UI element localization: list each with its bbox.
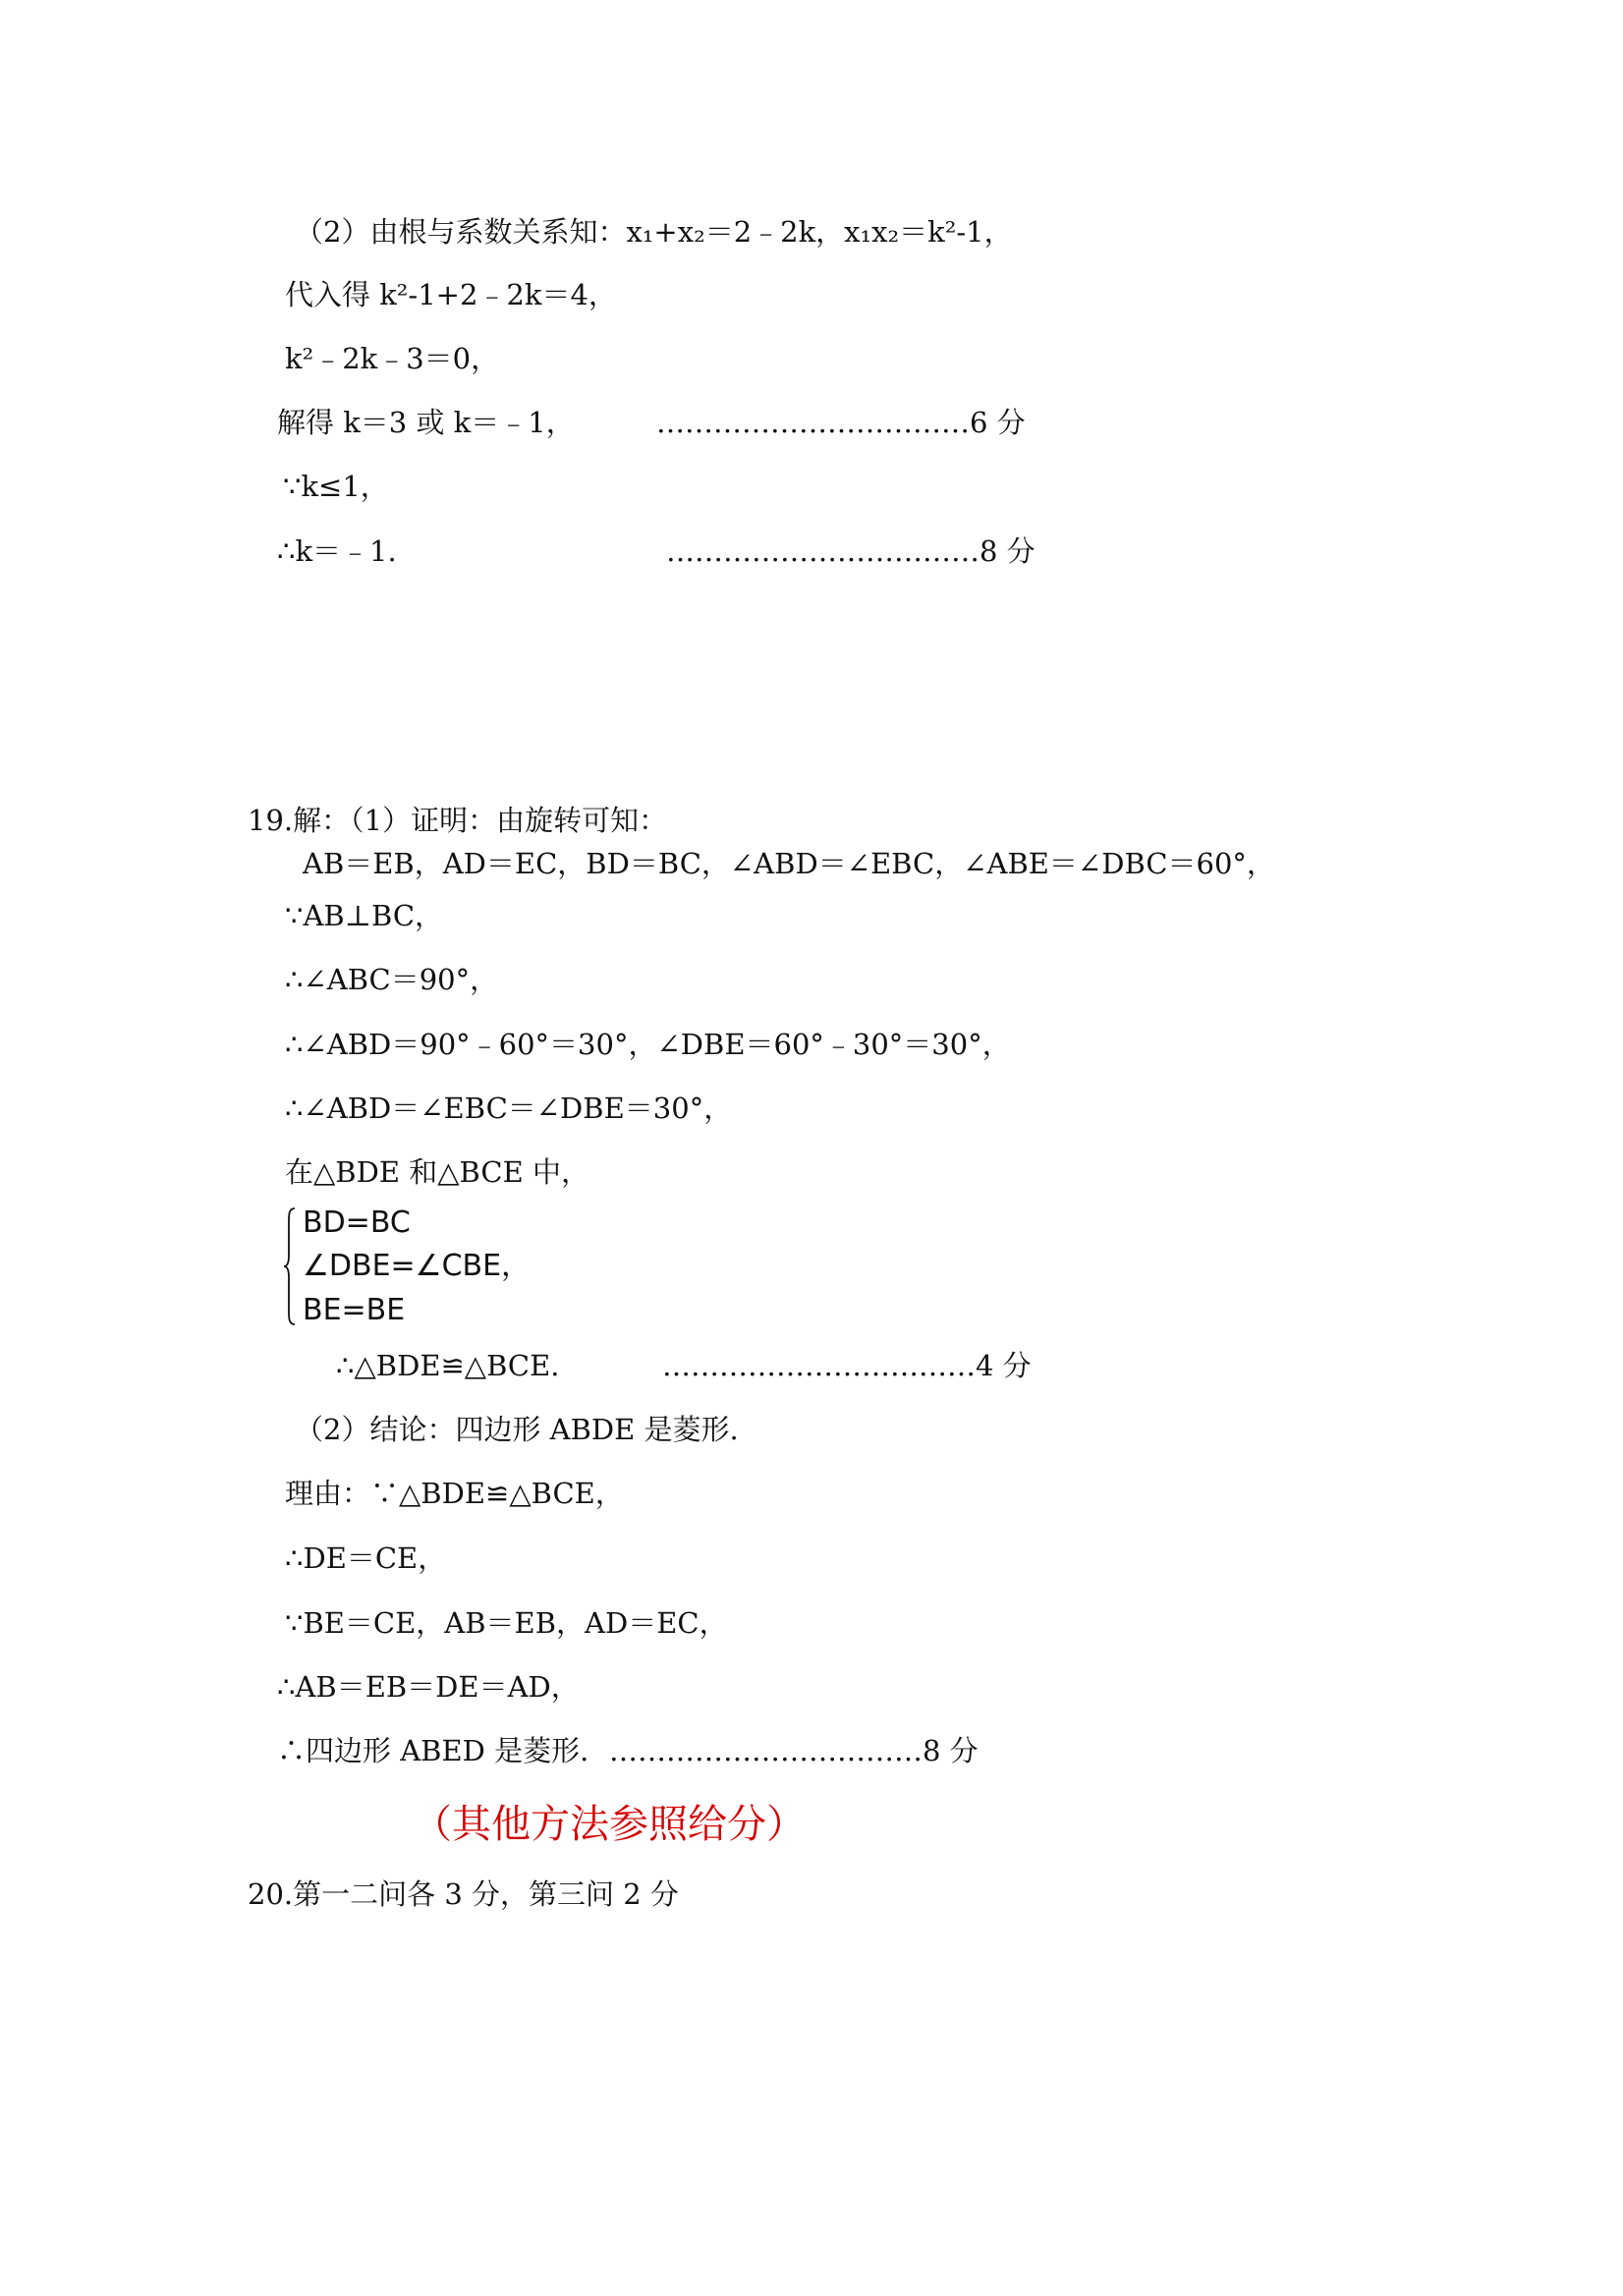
system-line-2: ∠DBE=∠CBE， xyxy=(303,1249,532,1283)
q19-reason: 理由：∵△BDE≌△BCE， xyxy=(285,1477,624,1510)
q18-step-1: （2）由根与系数关系知：x₁+x₂＝2﹣2k，x₁x₂＝k²-1， xyxy=(295,215,1013,249)
system-brace xyxy=(283,1206,297,1326)
q19-score-8: ……………………………8 分 xyxy=(609,1734,979,1767)
q19-step-triangles: 在△BDE 和△BCE 中， xyxy=(285,1155,589,1189)
q19-step-rhombus: ∴四边形 ABED 是菱形. xyxy=(277,1734,589,1767)
q19-step-given: AB＝EB，AD＝EC，BD＝BC，∠ABD＝∠EBC，∠ABE＝∠DBC＝60°， xyxy=(303,847,1275,880)
q18-step-3: k²﹣2k﹣3＝0， xyxy=(285,342,500,375)
q19-step-be-ce: ∵BE＝CE，AB＝EB，AD＝EC， xyxy=(285,1606,728,1640)
grading-note: （其他方法参照给分） xyxy=(413,1802,806,1847)
q19-step-de-ce: ∴DE＝CE， xyxy=(285,1541,447,1575)
system-line-3: BE=BE xyxy=(303,1293,406,1327)
q19-step-all-equal: ∴AB＝EB＝DE＝AD， xyxy=(277,1670,580,1704)
q19-step-abc: ∴∠ABC＝90°， xyxy=(285,963,499,996)
system-line-1: BD=BC xyxy=(303,1205,411,1240)
q19-heading: 19.解：（1）证明：由旋转可知： xyxy=(248,804,668,837)
q20-scoring: 20.第一二问各 3 分，第三问 2 分 xyxy=(248,1877,679,1911)
q18-step-2: 代入得 k²-1+2﹣2k＝4， xyxy=(285,278,617,311)
q19-step-equal-angles: ∴∠ABD＝∠EBC＝∠DBE＝30°， xyxy=(285,1092,733,1125)
q19-part2-conclusion: （2）结论：四边形 ABDE 是菱形. xyxy=(295,1413,739,1446)
q18-step-4: 解得 k＝3 或 k＝﹣1， xyxy=(277,406,575,439)
q18-score-8: ……………………………8 分 xyxy=(666,534,1035,568)
q18-step-6: ∴k＝﹣1. xyxy=(277,534,397,568)
q19-score-4: ……………………………4 分 xyxy=(662,1349,1032,1382)
q19-step-perp: ∵AB⊥BC， xyxy=(285,899,444,932)
q19-step-congruent: ∴△BDE≌△BCE. xyxy=(336,1349,560,1382)
q18-step-5: ∵k≤1， xyxy=(283,470,389,503)
q19-step-abd: ∴∠ABD＝90°﹣60°＝30°，∠DBE＝60°﹣30°＝30°， xyxy=(285,1028,1011,1061)
q18-score-6: ……………………………6 分 xyxy=(656,406,1026,439)
